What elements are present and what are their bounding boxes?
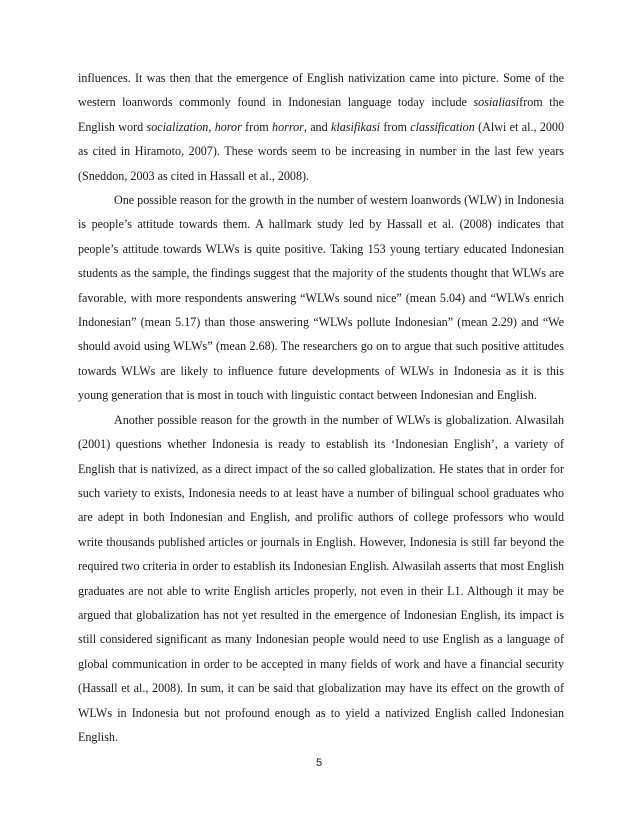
text-segment: (Alwi et al., 2000 as cited in Hiramoto, 2007). These words seem to be increasing in number in the last few years (Sneddon, 2003 as cited in Hassall et al., 2008). [78,119,565,183]
text-segment: from [241,119,273,134]
text-segment: Another possible reason for the growth in the number of WLWs is globalization. Alwasilah (2001) questions whether Indonesia is ready to establish its ‘Indonesian English’, a variety of English that is nativized, as a direct impact of the so called globalization. He states that in order for such variety to exists, Indonesia needs to at least have a number of bilingual school graduates who are adept in both Indonesian and English, and prolific authors of college professors who would write thousands published articles or journals in English. However, Indonesia is still far beyond the required two criteria in order to establish its Indonesian English. Alwasilah asserts that most English graduates are not able to write English articles properly, not even in their L1. Although it may be argued that globalization has not yet resulted in the emergence of Indonesian English, its impact is still considered significant as many Indonesian people would need to use English as a language of global communication in order to be accepted in many fields of work and have a financial security (Hassall et al., 2008). In sum, it can be said that globalization may have its effect on the growth of WLWs in Indonesia but not profound enough as to yield a nativized English called Indonesian English. [78,412,564,744]
body-text [78,66,564,749]
paragraph-globalization [78,408,564,750]
paragraph-influences [78,66,564,188]
italic-term-horror: horror [272,119,304,134]
page-number: 5 [315,757,323,769]
paragraph-attitude [78,188,564,408]
text-segment: , [208,119,215,134]
text-segment: influences. It was then that the emergence of English nativization came into picture. Some of the western loanwords commonly found in Indonesian language today include [78,71,564,110]
text-segment: One possible reason for the growth in the number of western loanwords (WLW) in Indonesia is people’s attitude towards them. A hallmark study led by Hassall et al. (2008) indicates that people’s attitude towards WLWs is quite positive. Taking 153 young tertiary educated Indonesian students as the sample, the findings suggest that the majority of the students thought that WLWs are favorable, with more respondents answering “WLWs sound nice” (mean 5.04) and “WLWs enrich Indonesian” (mean 5.17) than those answering “WLWs pollute Indonesian” (mean 2.29) and “We should avoid using WLWs” (mean 2.68). The researchers go on to argue that such positive attitudes towards WLWs are likely to influence future developments of WLWs in Indonesia as it is this young generation that is most in touch with linguistic contact between Indonesian and English. [78,193,564,403]
italic-term-klasifikasi: klasifikasi [331,119,381,134]
italic-term-horor: horor [214,119,242,134]
text-segment: from [380,119,411,134]
text-segment: , and [303,119,331,134]
italic-term-classification: classification [410,119,475,134]
text-segment: from the English word [78,95,565,134]
italic-term-sosialiasi: sosialiasi [473,95,520,110]
italic-term-socialization: socialization [146,119,209,134]
